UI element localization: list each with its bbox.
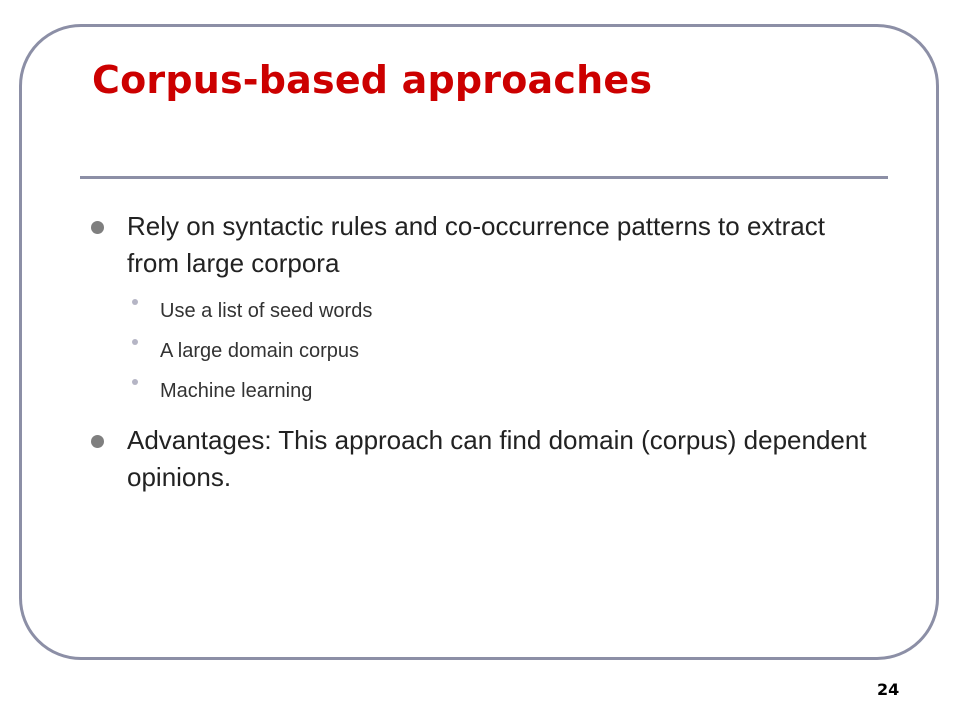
bullet-text: Advantages: This approach can find domain (corpus) dependent opinions. (127, 425, 867, 492)
slide-title: Corpus-based approaches (92, 58, 653, 102)
sub-bullet-text: A large domain corpus (160, 340, 360, 362)
sub-bullet-dot-icon (132, 379, 138, 385)
sub-bullet-text: Machine learning (160, 380, 313, 402)
bullet-dot-icon (91, 221, 104, 234)
sub-bullet-dot-icon (132, 339, 138, 345)
bullet-dot-icon (91, 435, 104, 448)
sub-bullet-text: Use a list of seed words (160, 300, 373, 322)
page-number: 24 (877, 680, 900, 699)
bullet-text: Rely on syntactic rules and co-occurrence patterns to extract from large corpora (127, 211, 825, 278)
sub-bullet-dot-icon (132, 299, 138, 305)
